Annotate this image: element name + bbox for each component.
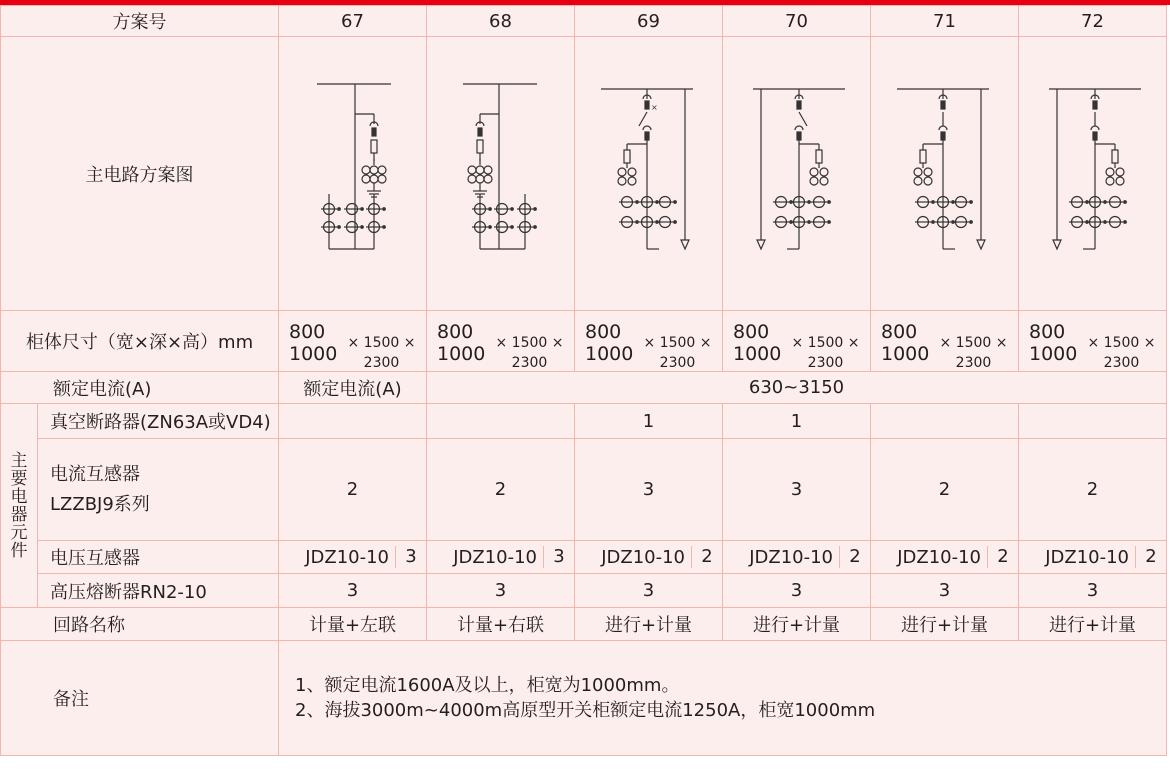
fuse-qty: 3 [1019, 574, 1167, 608]
circuit-name: 计量+右联 [427, 608, 575, 641]
label-scheme-no: 方案号 [1, 6, 279, 37]
vt-cell [871, 541, 1019, 574]
scheme-no-cell: 67 [279, 6, 427, 37]
single-line-diagram [723, 44, 871, 304]
width-1000: 1000 [881, 343, 930, 365]
vt-model: JDZ10-10 [897, 546, 981, 568]
remark-line: 1、额定电流1600A及以上，柜宽为1000mm。 [295, 675, 680, 696]
row-scheme-no [1, 6, 1167, 37]
vt-cell [575, 541, 723, 574]
scheme-no-cell: 72 [1019, 6, 1167, 37]
fuse-qty: 3 [575, 574, 723, 608]
row-current-transformer [1, 439, 1167, 541]
vt-cell [723, 541, 871, 574]
single-line-diagram [279, 44, 427, 304]
label-circuit-name: 回路名称 [1, 608, 279, 641]
vt-qty: 2 [1135, 546, 1166, 568]
fuse-qty: 3 [279, 574, 427, 608]
svg-text:×: × [795, 102, 802, 112]
fuse-qty: 3 [427, 574, 575, 608]
depth-height: × 1500 × 2300 [495, 335, 564, 371]
size-cell [575, 311, 723, 372]
breaker-qty: 1 [723, 404, 871, 439]
size-cell [1019, 311, 1167, 372]
circuit-name: 进行+计量 [575, 608, 723, 641]
ct-label-line1: 电流互感器 [50, 463, 140, 485]
label-main-circuit: 主电路方案图 [1, 37, 279, 311]
width-1000: 1000 [585, 343, 634, 365]
vt-cell [427, 541, 575, 574]
single-line-diagram [871, 44, 1019, 304]
circuit-name: 进行+计量 [1019, 608, 1167, 641]
size-values [1019, 311, 1166, 371]
depth-height: × 1500 × 2300 [347, 335, 416, 371]
ct-qty: 2 [1019, 439, 1167, 541]
vt-cell [279, 541, 427, 574]
row-vacuum-breaker [1, 404, 1167, 439]
fuse-qty: 3 [871, 574, 1019, 608]
width-800: 800 [733, 321, 770, 343]
width-1000: 1000 [733, 343, 782, 365]
diagram-cell [427, 37, 575, 311]
single-line-diagram [575, 44, 723, 304]
diagram-cell [871, 37, 1019, 311]
ct-qty: 2 [871, 439, 1019, 541]
label-fuse: 高压熔断器RN2-10 [38, 574, 279, 608]
label-cabinet-size: 柜体尺寸（宽×深×高）mm [1, 311, 279, 372]
size-values [427, 311, 574, 371]
width-800: 800 [1029, 321, 1066, 343]
vt-qty: 3 [543, 546, 574, 568]
scheme-no-cell: 68 [427, 6, 575, 37]
width-1000: 1000 [289, 343, 338, 365]
scheme-no-cell: 71 [871, 6, 1019, 37]
width-800: 800 [881, 321, 918, 343]
breaker-qty [1019, 404, 1167, 439]
size-values [279, 311, 426, 371]
vt-qty: 2 [987, 546, 1018, 568]
breaker-qty [279, 404, 427, 439]
rated-current-value: 630~3150 [427, 372, 1167, 404]
vt-qty: 2 [691, 546, 722, 568]
scheme-no-cell: 70 [723, 6, 871, 37]
breaker-qty [427, 404, 575, 439]
fuse-qty: 3 [723, 574, 871, 608]
rated-current-first-cell: 额定电流(A) [279, 372, 427, 404]
width-800: 800 [437, 321, 474, 343]
ct-qty: 2 [427, 439, 575, 541]
width-1000: 1000 [437, 343, 486, 365]
label-current-transformer [38, 439, 279, 541]
size-values [723, 311, 870, 371]
vt-model: JDZ10-10 [305, 546, 389, 568]
diagram-cell [575, 37, 723, 311]
diagram-cell [1019, 37, 1167, 311]
label-voltage-transformer: 电压互感器 [38, 541, 279, 574]
vt-model: JDZ10-10 [1045, 546, 1129, 568]
row-remarks [1, 641, 1167, 756]
width-800: 800 [289, 321, 326, 343]
size-values [575, 311, 722, 371]
size-cell [427, 311, 575, 372]
scheme-table [0, 5, 1167, 756]
depth-height: × 1500 × 2300 [939, 335, 1008, 371]
single-line-diagram [427, 44, 575, 304]
row-rated-current [1, 372, 1167, 404]
row-circuit-name [1, 608, 1167, 641]
breaker-qty [871, 404, 1019, 439]
remarks-cell [279, 641, 1167, 756]
label-main-components: 主要电器元件 [10, 450, 28, 561]
row-voltage-transformer [1, 541, 1167, 574]
ct-qty: 3 [575, 439, 723, 541]
diagram-cell [723, 37, 871, 311]
row-cabinet-size [1, 311, 1167, 372]
width-1000: 1000 [1029, 343, 1078, 365]
size-cell [723, 311, 871, 372]
depth-height: × 1500 × 2300 [791, 335, 860, 371]
svg-text:×: × [651, 102, 658, 112]
vt-model: JDZ10-10 [749, 546, 833, 568]
circuit-name: 进行+计量 [871, 608, 1019, 641]
breaker-qty: 1 [575, 404, 723, 439]
diagram-cell [279, 37, 427, 311]
width-800: 800 [585, 321, 622, 343]
vt-model: JDZ10-10 [601, 546, 685, 568]
ct-qty: 2 [279, 439, 427, 541]
remark-line: 2、海拔3000m~4000m高原型开关柜额定电流1250A，柜宽1000mm [295, 700, 876, 721]
size-cell [279, 311, 427, 372]
row-main-circuit [1, 37, 1167, 311]
ct-label-line2: LZZBJ9系列 [50, 493, 150, 515]
label-vacuum-breaker: 真空断路器(ZN63A或VD4) [38, 404, 279, 439]
label-remarks: 备注 [1, 641, 279, 756]
ct-qty: 3 [723, 439, 871, 541]
size-cell [871, 311, 1019, 372]
vt-qty: 3 [395, 546, 426, 568]
circuit-name: 进行+计量 [723, 608, 871, 641]
circuit-name: 计量+左联 [279, 608, 427, 641]
row-fuse [1, 574, 1167, 608]
label-rated-current: 额定电流(A) [1, 372, 279, 404]
single-line-diagram [1019, 44, 1167, 304]
vt-qty: 2 [839, 546, 870, 568]
depth-height: × 1500 × 2300 [1087, 335, 1156, 371]
depth-height: × 1500 × 2300 [643, 335, 712, 371]
vt-model: JDZ10-10 [453, 546, 537, 568]
vt-cell [1019, 541, 1167, 574]
size-values [871, 311, 1018, 371]
main-components-group [1, 404, 38, 608]
scheme-no-cell: 69 [575, 6, 723, 37]
